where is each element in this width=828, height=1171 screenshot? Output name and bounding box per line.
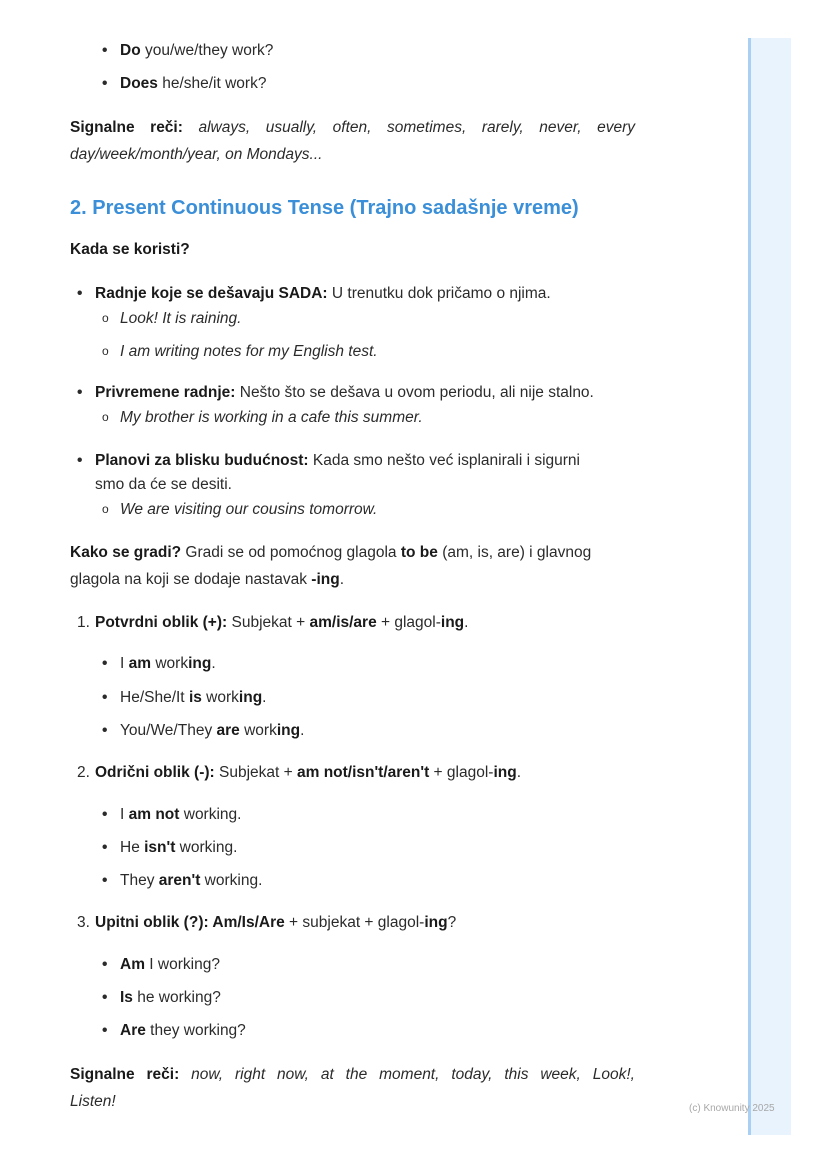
list-item: • He isn't working.	[120, 837, 237, 859]
list-item: • He/She/It is working.	[120, 687, 266, 709]
section-heading: 2. Present Continuous Tense (Trajno sadašnje vreme)	[70, 197, 579, 219]
list-item: • Privremene radnje: Nešto što se dešava u ovom periodu, ali nije stalno.	[95, 382, 594, 404]
list-item: • Radnje koje se dešavaju SADA: U trenutku dok pričamo o njima.	[95, 283, 551, 305]
numbered-item: 1. Potvrdni oblik (+): Subjekat + am/is/are + glagol-ing.	[77, 614, 469, 631]
signal-words-line: Signalne reči: always, usually, often, sometimes, rarely, never, every	[70, 119, 635, 136]
list-item: • I am not working.	[120, 804, 241, 826]
example-item: o I am writing notes for my English test.	[120, 341, 378, 363]
subheading: Kada se koristi?	[70, 241, 190, 258]
example-item: o Look! It is raining.	[120, 308, 241, 330]
list-item: • They aren't working.	[120, 870, 262, 892]
signal-words-line: Signalne reči: now, right now, at the moment, today, this week, Look!,	[70, 1066, 635, 1083]
signal-words-line: day/week/month/year, on Mondays...	[70, 146, 323, 163]
list-item: • Is he working?	[120, 987, 221, 1009]
list-item: • Are they working?	[120, 1020, 246, 1042]
paragraph: glagola na koji se dodaje nastavak -ing.	[70, 571, 344, 588]
list-item: • Do you/we/they work?	[120, 40, 273, 62]
example-item: o My brother is working in a cafe this summer.	[120, 407, 423, 429]
list-item: • Does he/she/it work?	[120, 73, 266, 95]
list-item: • I am working.	[120, 653, 216, 675]
signal-words-line: Listen!	[70, 1093, 116, 1110]
page-margin-bar	[748, 38, 791, 1135]
example-item: o We are visiting our cousins tomorrow.	[120, 499, 377, 521]
copyright-footer: (c) Knowunity 2025	[689, 1103, 775, 1114]
numbered-item: 3. Upitni oblik (?): Am/Is/Are + subjekat + glagol-ing?	[77, 914, 457, 931]
list-item: • Am I working?	[120, 954, 220, 976]
list-item-continuation: smo da će se desiti.	[95, 476, 232, 493]
list-item: • You/We/They are working.	[120, 720, 304, 742]
numbered-item: 2. Odrični oblik (-): Subjekat + am not/isn't/aren't + glagol-ing.	[77, 764, 521, 781]
list-item: • Planovi za blisku budućnost: Kada smo nešto već isplanirali i sigurni	[95, 450, 580, 472]
paragraph: Kako se gradi? Gradi se od pomoćnog glagola to be (am, is, are) i glavnog	[70, 544, 592, 561]
